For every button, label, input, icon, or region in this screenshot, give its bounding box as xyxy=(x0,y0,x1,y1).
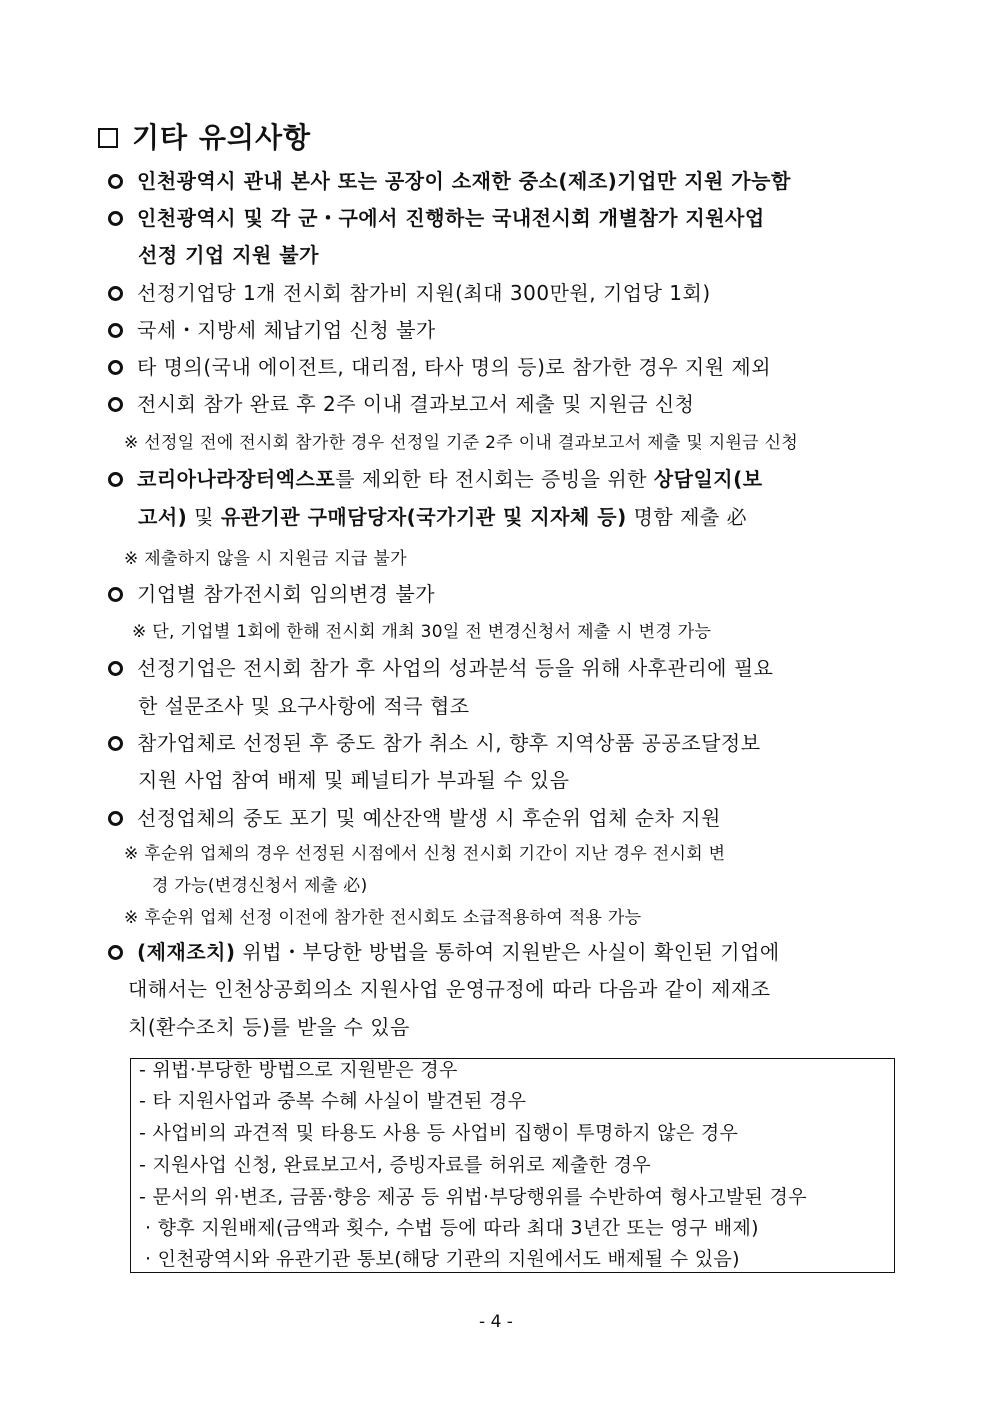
notice-item-7: 코리아나라장터엑스포를 제외한 타 전시회는 증빙을 위한 상담일지(보 xyxy=(108,464,763,494)
circle-bullet-icon xyxy=(108,323,123,338)
notice-item-11: 선정업체의 중도 포기 및 예산잔액 발생 시 후순위 업체 순차 지원 xyxy=(108,803,721,833)
notice-note-11a: ※ 후순위 업체의 경우 선정된 시점에서 신청 전시회 기간이 지난 경우 전시회 변 xyxy=(124,844,726,864)
sanction-item: - 지원사업 신청, 완료보고서, 증빙자료를 허위로 제출한 경우 xyxy=(139,1154,651,1176)
notice-item-12: (제재조치) 위법・부당한 방법을 통하여 지원받은 사실이 확인된 기업에 xyxy=(108,937,780,967)
page-number: - 4 - xyxy=(479,1312,513,1332)
notice-item-10-cont: 지원 사업 참여 배제 및 페널티가 부과될 수 있음 xyxy=(138,768,570,792)
notice-item-10: 참가업체로 선정된 후 중도 참가 취소 시, 향후 지역상품 공공조달정보 xyxy=(108,728,761,758)
notice-note-11b: ※ 후순위 업체 선정 이전에 참가한 전시회도 소급적용하여 적용 가능 xyxy=(124,908,642,928)
notice-item-7-cont: 고서) 및 유관기관 구매담당자(국가기관 및 지자체 등) 명함 제출 必 xyxy=(138,505,748,529)
checkbox-square-icon xyxy=(98,128,118,148)
notice-note-11a-cont: 경 가능(변경신청서 제출 必) xyxy=(152,876,368,896)
circle-bullet-icon xyxy=(108,945,123,960)
notice-item-12-cont2: 치(환수조치 등)를 받을 수 있음 xyxy=(128,1015,410,1039)
sanction-item: - 문서의 위·변조, 금품·향응 제공 등 위법·부당행위를 수반하여 형사고발된 경우 xyxy=(139,1186,807,1208)
circle-bullet-icon xyxy=(108,661,123,676)
notice-item-9: 선정기업은 전시회 참가 후 사업의 성과분석 등을 위해 사후관리에 필요 xyxy=(108,653,774,683)
sanction-item: - 위법·부당한 방법으로 지원받은 경우 xyxy=(139,1059,458,1081)
circle-bullet-icon xyxy=(108,360,123,375)
circle-bullet-icon xyxy=(108,397,123,412)
notice-item-3: 선정기업당 1개 전시회 참가비 지원(최대 300만원, 기업당 1회) xyxy=(108,278,711,308)
circle-bullet-icon xyxy=(108,587,123,602)
notice-note-8: ※ 단, 기업별 1회에 한해 전시회 개최 30일 전 변경신청서 제출 시 변경 가능 xyxy=(132,622,712,642)
sanction-item: - 사업비의 과견적 및 타용도 사용 등 사업비 집행이 투명하지 않은 경우 xyxy=(139,1122,739,1144)
sanction-item: - 타 지원사업과 중복 수혜 사실이 발견된 경우 xyxy=(139,1090,527,1112)
section-title: 기타 유의사항 xyxy=(132,121,312,154)
circle-bullet-icon xyxy=(108,811,123,826)
notice-item-1: 인천광역시 관내 본사 또는 공장이 소재한 중소(제조)기업만 지원 가능함 xyxy=(108,166,791,196)
circle-bullet-icon xyxy=(108,174,123,189)
notice-item-8: 기업별 참가전시회 임의변경 불가 xyxy=(108,579,435,609)
notice-note-7: ※ 제출하지 않을 시 지원금 지급 불가 xyxy=(124,549,407,569)
notice-item-9-cont: 한 설문조사 및 요구사항에 적극 협조 xyxy=(138,694,470,718)
notice-item-2-cont: 선정 기업 지원 불가 xyxy=(138,243,319,267)
notice-item-12-cont1: 대해서는 인천상공회의소 지원사업 운영규정에 따라 다음과 같이 제재조 xyxy=(128,977,771,1001)
circle-bullet-icon xyxy=(108,211,123,226)
circle-bullet-icon xyxy=(108,472,123,487)
sanction-subitem: · 향후 지원배제(금액과 횟수, 수법 등에 따라 최대 3년간 또는 영구 배제) xyxy=(145,1217,759,1239)
sanctions-box xyxy=(130,1058,895,1273)
notice-item-2: 인천광역시 및 각 군・구에서 진행하는 국내전시회 개별참가 지원사업 xyxy=(108,203,765,233)
sanction-subitem: · 인천광역시와 유관기관 통보(해당 기관의 지원에서도 배제될 수 있음) xyxy=(145,1248,740,1270)
section-heading xyxy=(98,118,311,158)
notice-item-5: 타 명의(국내 에이전트, 대리점, 타사 명의 등)로 참가한 경우 지원 제외 xyxy=(108,352,771,382)
circle-bullet-icon xyxy=(108,286,123,301)
notice-note-6: ※ 선정일 전에 전시회 참가한 경우 선정일 기준 2주 이내 결과보고서 제출 및 지원금 신청 xyxy=(124,433,799,453)
notice-item-4: 국세・지방세 체납기업 신청 불가 xyxy=(108,315,436,345)
notice-item-6: 전시회 참가 완료 후 2주 이내 결과보고서 제출 및 지원금 신청 xyxy=(108,389,694,419)
circle-bullet-icon xyxy=(108,736,123,751)
